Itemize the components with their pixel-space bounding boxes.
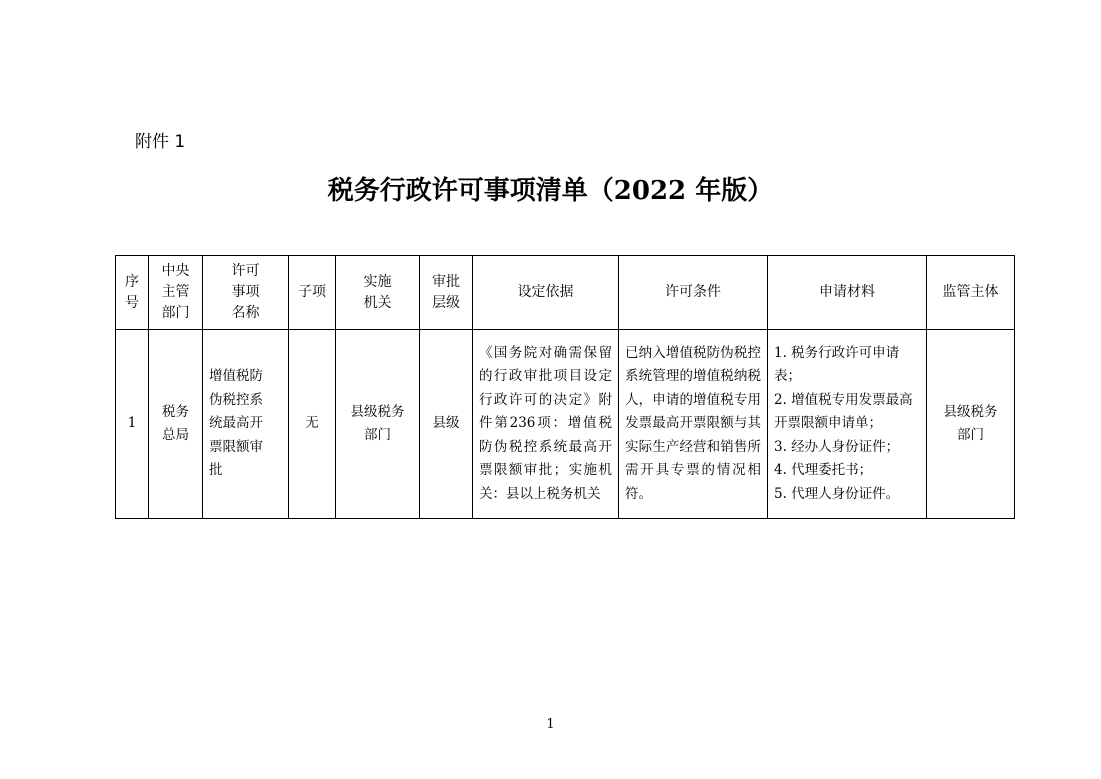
cell-dept: 税务 总局	[149, 330, 203, 519]
permit-table	[115, 255, 1015, 519]
material-item: 4. 代理委托书；	[774, 462, 873, 479]
cell-level: 县级	[420, 330, 473, 519]
cell-permit-name: 增值税防 伪税控系 统最高开 票限额审 批	[203, 330, 289, 519]
document-title: 税务行政许可事项清单（2022 年版）	[327, 176, 774, 206]
table-header-row	[116, 256, 1015, 330]
table-row	[116, 330, 1015, 519]
material-item: 1. 税务行政许可申请表；	[774, 345, 900, 385]
cell-materials	[768, 330, 927, 519]
cell-subitem: 无	[289, 330, 336, 519]
header-agency: 实施 机关	[336, 256, 420, 330]
cell-supervisor: 县级税务 部门	[927, 330, 1015, 519]
cell-conditions: 已纳入增值税防伪税控系统管理的增值税纳税人，申请的增值税专用发票最高开票限额与其实际生产经营和销售所需开具专票的情况相符。	[619, 330, 768, 519]
header-central-dept: 中央 主管 部门	[149, 256, 203, 330]
material-item: 2. 增值税专用发票最高开票限额申请单；	[774, 391, 913, 432]
cell-index: 1	[116, 330, 149, 519]
header-index: 序 号	[116, 256, 149, 330]
header-subitem: 子项	[289, 256, 336, 330]
header-supervisor: 监管主体	[927, 256, 1015, 330]
header-permit-name: 许可 事项 名称	[203, 256, 289, 330]
material-item: 5. 代理人身份证件。	[774, 485, 900, 502]
cell-basis: 《国务院对确需保留的行政审批项目设定行政许可的决定》附件第236项：增值税防伪税控系统最高开票限额审批；实施机关：县以上税务机关	[473, 330, 619, 519]
page-number: 1	[546, 717, 555, 732]
header-conditions: 许可条件	[619, 256, 768, 330]
header-level: 审批 层级	[420, 256, 473, 330]
cell-agency: 县级税务 部门	[336, 330, 420, 519]
header-basis: 设定依据	[473, 256, 619, 330]
attachment-label: 附件 1	[135, 132, 186, 152]
header-materials: 申请材料	[768, 256, 927, 330]
material-item: 3. 经办人身份证件；	[774, 438, 900, 455]
